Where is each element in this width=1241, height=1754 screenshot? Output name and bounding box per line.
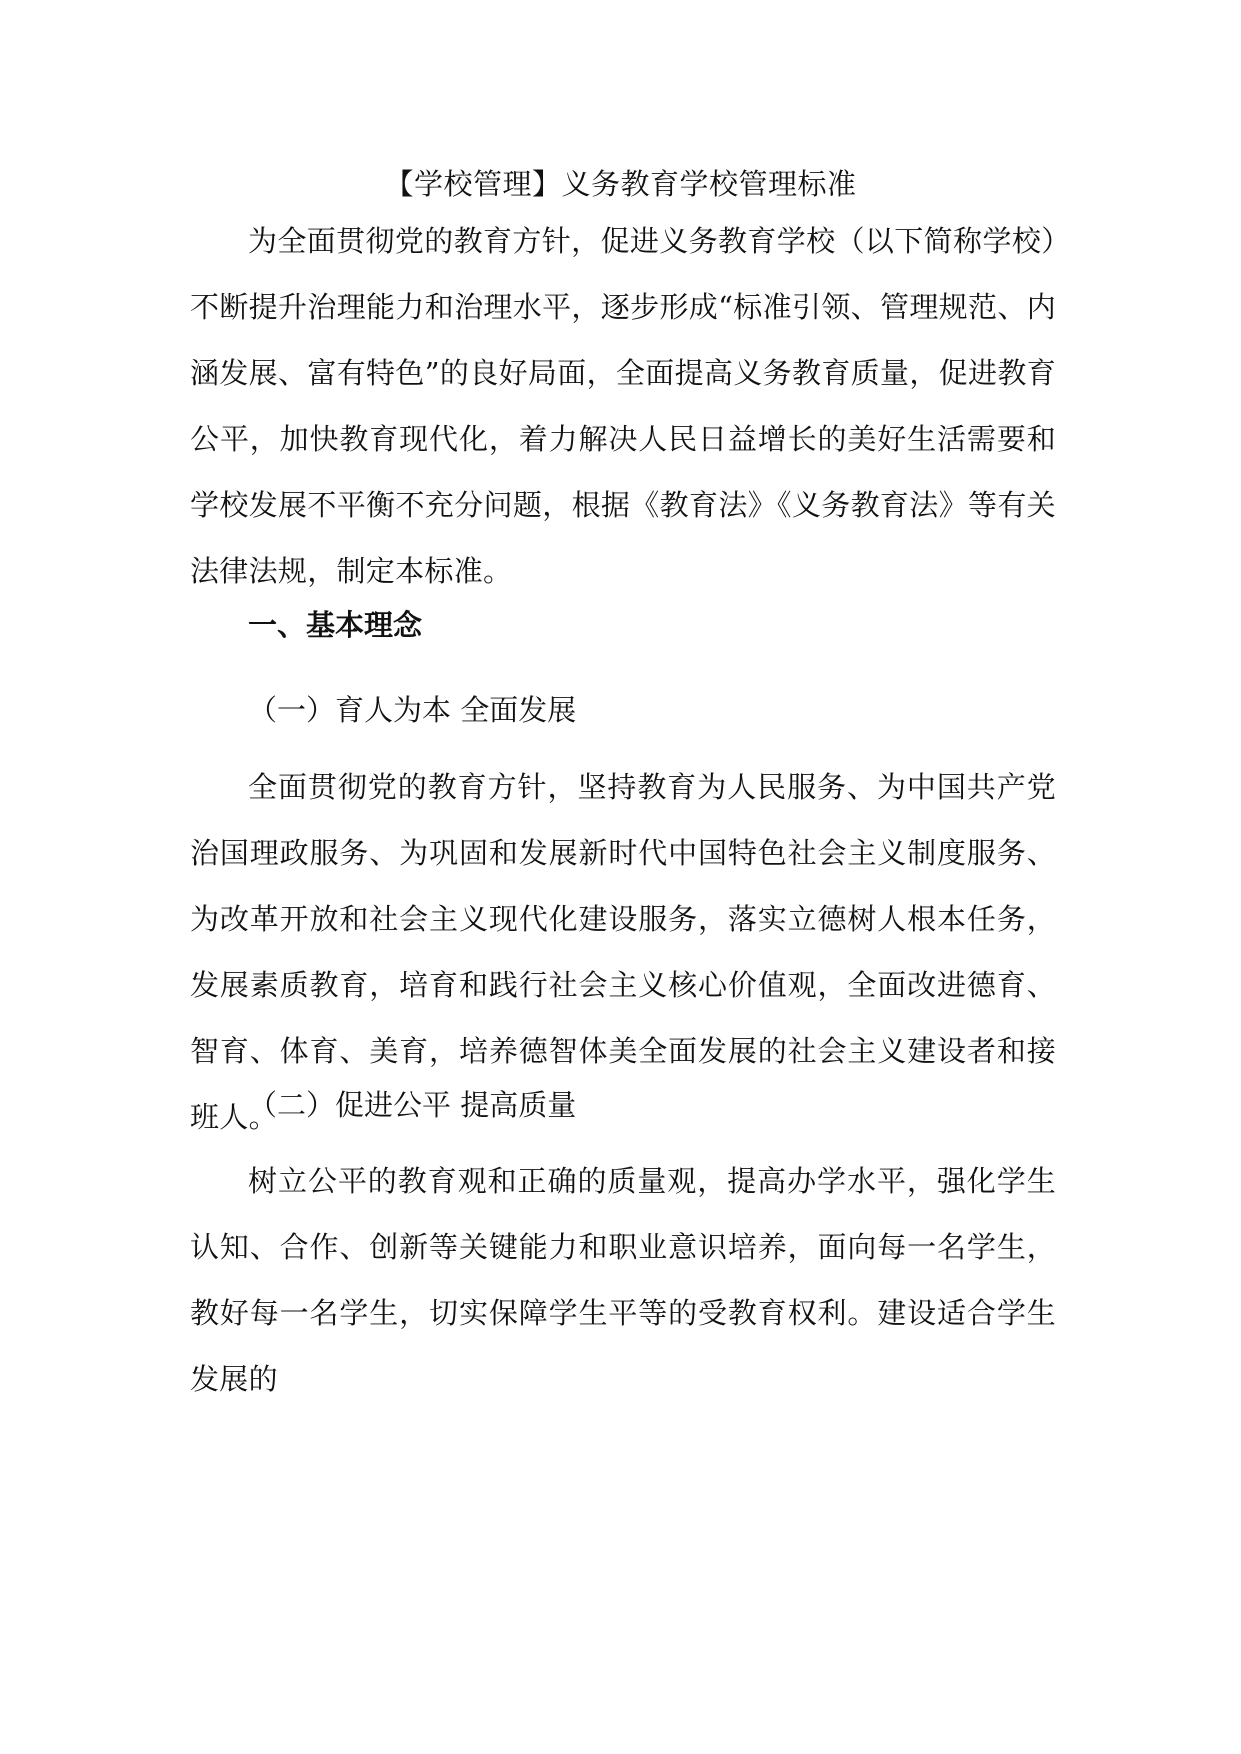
section-heading-basic-concepts: 一、基本理念 — [248, 608, 423, 642]
subsection-1-paragraph: 全面贯彻党的教育方针，坚持教育为人民服务、为中国共产党治国理政服务、为巩固和发展新时代中国特色社会主义制度服务、为改革开放和社会主义现代化建设服务，落实立德树人根本任务，发展素质教育，培育和践行社会主义核心价值观，全面改进德育、智育、体育、美育，培养德智体美全面发展的社会主义建设者和接班人。 — [190, 770, 1056, 1134]
subsection-2-paragraph: 树立公平的教育观和正确的质量观，提高办学水平，强化学生认知、合作、创新等关键能力和职业意识培养，面向每一名学生，教好每一名学生，切实保障学生平等的受教育权利。建设适合学生发展的 — [190, 1164, 1056, 1396]
document-title: 【学校管理】义务教育学校管理标准 — [384, 167, 857, 201]
intro-paragraph: 为全面贯彻党的教育方针，促进义务教育学校（以下简称学校）不断提升治理能力和治理水平，逐步形成“标准引领、管理规范、内涵发展、富有特色”的良好局面，全面提高义务教育质量，促进教育公平，加快教育现代化，着力解决人民日益增长的美好生活需要和学校发展不平衡不充分问题，根据《教育法》《义务教育法》等有关法律法规，制定本标准。 — [190, 224, 1056, 588]
subsection-heading-2: （二）促进公平 提高质量 — [248, 1088, 577, 1122]
subsection-heading-1: （一）育人为本 全面发展 — [248, 693, 577, 727]
